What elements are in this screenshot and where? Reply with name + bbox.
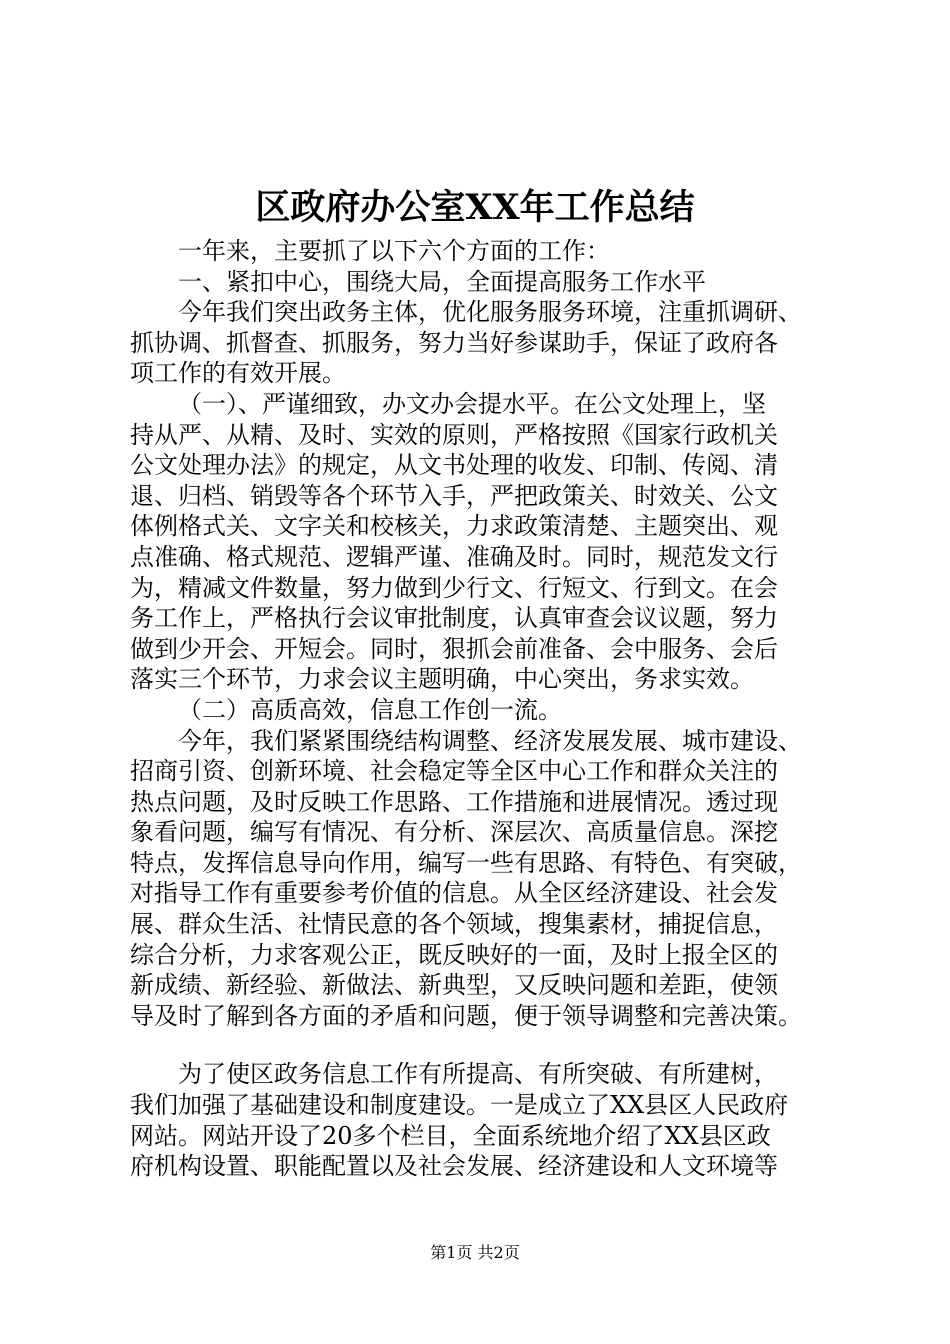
page-footer: 第1页 共2页 (430, 1243, 520, 1262)
text-line: 特点，发挥信息导向作用，编写一些有思路、有特色、有突破， (130, 848, 802, 877)
text-line: 网站。网站开设了20多个栏目，全面系统地介绍了XX县区政 (130, 1121, 771, 1150)
text-line: 落实三个环节，力求会议主题明确，中心突出，务求实效。 (130, 665, 754, 694)
text-line: 我们加强了基础建设和制度建设。一是成立了XX县区人民政府 (130, 1091, 789, 1120)
text-line: 热点问题，及时反映工作思路、工作措施和进展情况。透过现 (130, 787, 778, 816)
text-line: 展、群众生活、社情民意的各个领域，搜集素材，捕捉信息， (130, 910, 778, 939)
document-title: 区政府办公室XX年工作总结 (255, 187, 695, 228)
text-line: 今年，我们紧紧围绕结构调整、经济发展发展、城市建设、 (178, 726, 802, 755)
text-line: 持从严、从精、及时、实效的原则，严格按照《国家行政机关 (130, 420, 778, 449)
text-line: 抓协调、抓督查、抓服务，努力当好参谋助手，保证了政府各 (130, 328, 778, 357)
text-line: 一、紧扣中心，围绕大局，全面提高服务工作水平 (178, 267, 706, 296)
text-line: 退、归档、销毁等各个环节入手，严把政策关、时效关、公文 (130, 481, 778, 510)
text-line: 今年我们突出政务主体，优化服务服务环境，注重抓调研、 (178, 298, 802, 327)
text-line: 对指导工作有重要参考价值的信息。从全区经济建设、社会发 (130, 879, 778, 908)
text-line: 为了使区政务信息工作有所提高、有所突破、有所建树， (178, 1060, 778, 1089)
text-line: 象看问题，编写有情况、有分析、深层次、高质量信息。深挖 (130, 818, 778, 847)
text-line: 综合分析，力求客观公正，既反映好的一面，及时上报全区的 (130, 940, 778, 969)
blank-line (130, 1031, 850, 1059)
text-line: 体例格式关、文字关和校核关，力求政策清楚、主题突出、观 (130, 512, 778, 541)
document-body (130, 236, 850, 1182)
text-line: （二）高质高效，信息工作创一流。 (178, 695, 562, 724)
text-line: 招商引资、创新环境、社会稳定等全区中心工作和群众关注的 (130, 757, 778, 786)
text-line: 项工作的有效开展。 (130, 359, 346, 388)
text-line: 为，精减文件数量，努力做到少行文、行短文、行到文。在会 (130, 573, 778, 602)
text-line: 导及时了解到各方面的矛盾和问题，便于领导调整和完善决策。 (130, 1001, 802, 1030)
text-line: 府机构设置、职能配置以及社会发展、经济建设和人文环境等 (130, 1152, 778, 1181)
text-line: 新成绩、新经验、新做法、新典型，又反映问题和差距，使领 (130, 971, 778, 1000)
text-line: 做到少开会、开短会。同时，狠抓会前准备、会中服务、会后 (130, 634, 778, 663)
text-line: 一年来，主要抓了以下六个方面的工作： (178, 237, 610, 265)
text-line: （一）、严谨细致，办文办会提水平。在公文处理上，坚 (178, 389, 766, 418)
text-line: 务工作上，严格执行会议审批制度，认真审查会议议题，努力 (130, 604, 778, 633)
text-line: 公文处理办法》的规定，从文书处理的收发、印制、传阅、清 (130, 451, 778, 480)
text-line: 点准确、格式规范、逻辑严谨、准确及时。同时，规范发文行 (130, 542, 778, 571)
